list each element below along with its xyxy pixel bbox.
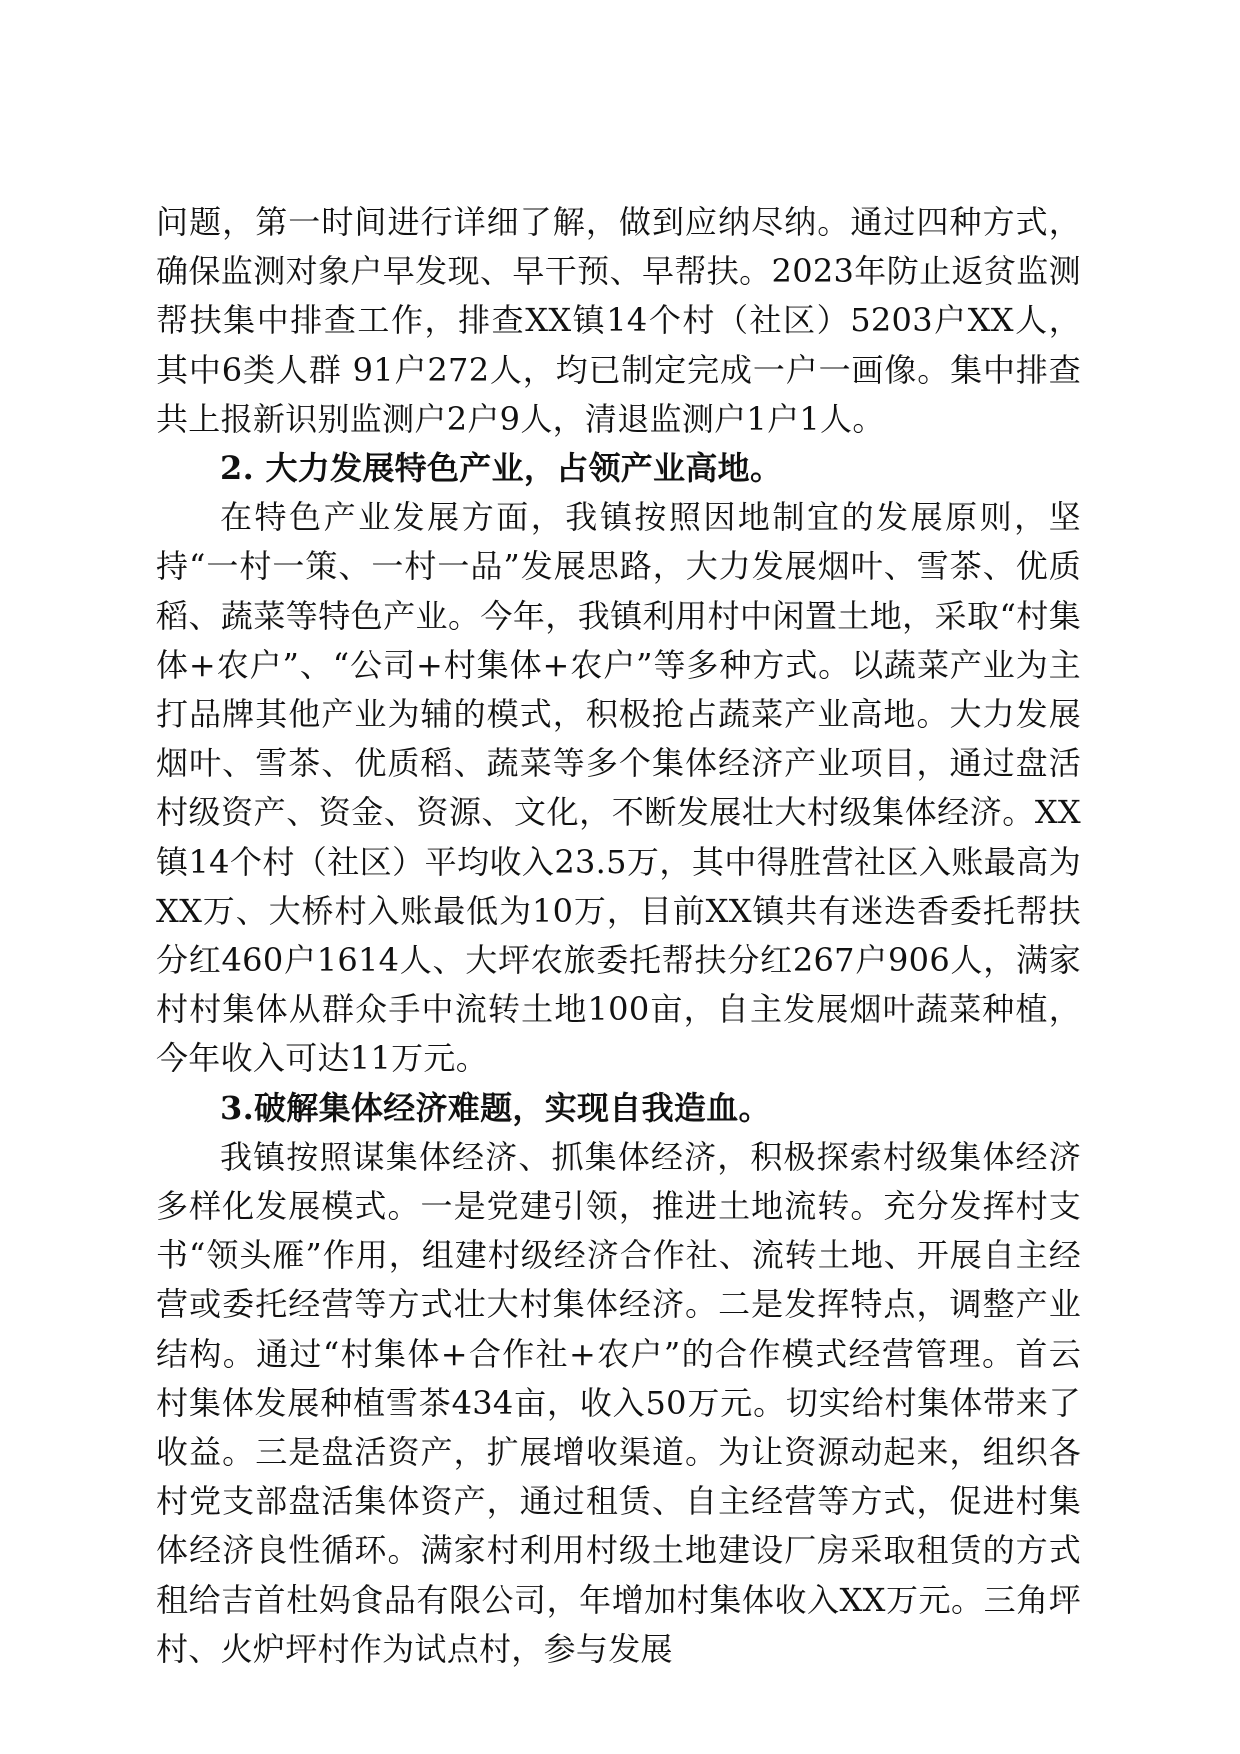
paragraph-specialty-industry: 在特色产业发展方面，我镇按照因地制宜的发展原则，坚持“一村一策、一村一品”发展思路，大力发展烟叶、雪茶、优质稻、蔬菜等特色产业。今年，我镇利用村中闲置土地，采取“村集体+农户”、“公司+村集体+农户”等多种方式。以蔬菜产业为主打品牌其他产业为辅的模式，积极抢占蔬菜产业高地。大力发展烟叶、雪茶、优质稻、蔬菜等多个集体经济产业项目，通过盘活村级资产、资金、资源、文化，不断发展壮大村级集体经济。XX镇14个村（社区）平均收入23.5万，其中得胜营社区入账最高为XX万、大桥村入账最低为10万，目前XX镇共有迷迭香委托帮扶分红460户1614人、大坪农旅委托帮扶分红267户906人，满家村村集体从群众手中流转土地100亩，自主发展烟叶蔬菜种植，今年收入可达11万元。 (156, 498, 1081, 1078)
paragraph-collective-economy: 我镇按照谋集体经济、抓集体经济，积极探索村级集体经济多样化发展模式。一是党建引领，推进土地流转。充分发挥村支书“领头雁”作用，组建村级经济合作社、流转土地、开展自主经营或委托经营等方式壮大村集体经济。二是发挥特点，调整产业结构。通过“村集体+合作社+农户”的合作模式经营管理。首云村集体发展种植雪茶434亩，收入50万元。切实给村集体带来了收益。三是盘活资产，扩展增收渠道。为让资源动起来，组织各村党支部盘活集体资产，通过租赁、自主经营等方式，促进村集体经济良性循环。满家村利用村级土地建设厂房采取租赁的方式租给吉首杜妈食品有限公司，年增加村集体收入XX万元。三角坪村、火炉坪村作为试点村，参与发展 (156, 1137, 1081, 1668)
paragraph-monitoring: 问题，第一时间进行详细了解，做到应纳尽纳。通过四种方式，确保监测对象户早发现、早干预、早帮扶。2023年防止返贫监测帮扶集中排查工作，排查XX镇14个村（社区）5203户XX人，其中6类人群 91户272人，均已制定完成一户一画像。集中排查共上报新识别监测户2户9人，清退监测户1户1人。 (156, 203, 1081, 438)
heading-collective-economy: 3.破解集体经济难题，实现自我造血。 (220, 1088, 771, 1127)
heading-specialty-industry: 2. 大力发展特色产业，占领产业高地。 (220, 449, 783, 488)
document-body (156, 198, 1081, 1674)
